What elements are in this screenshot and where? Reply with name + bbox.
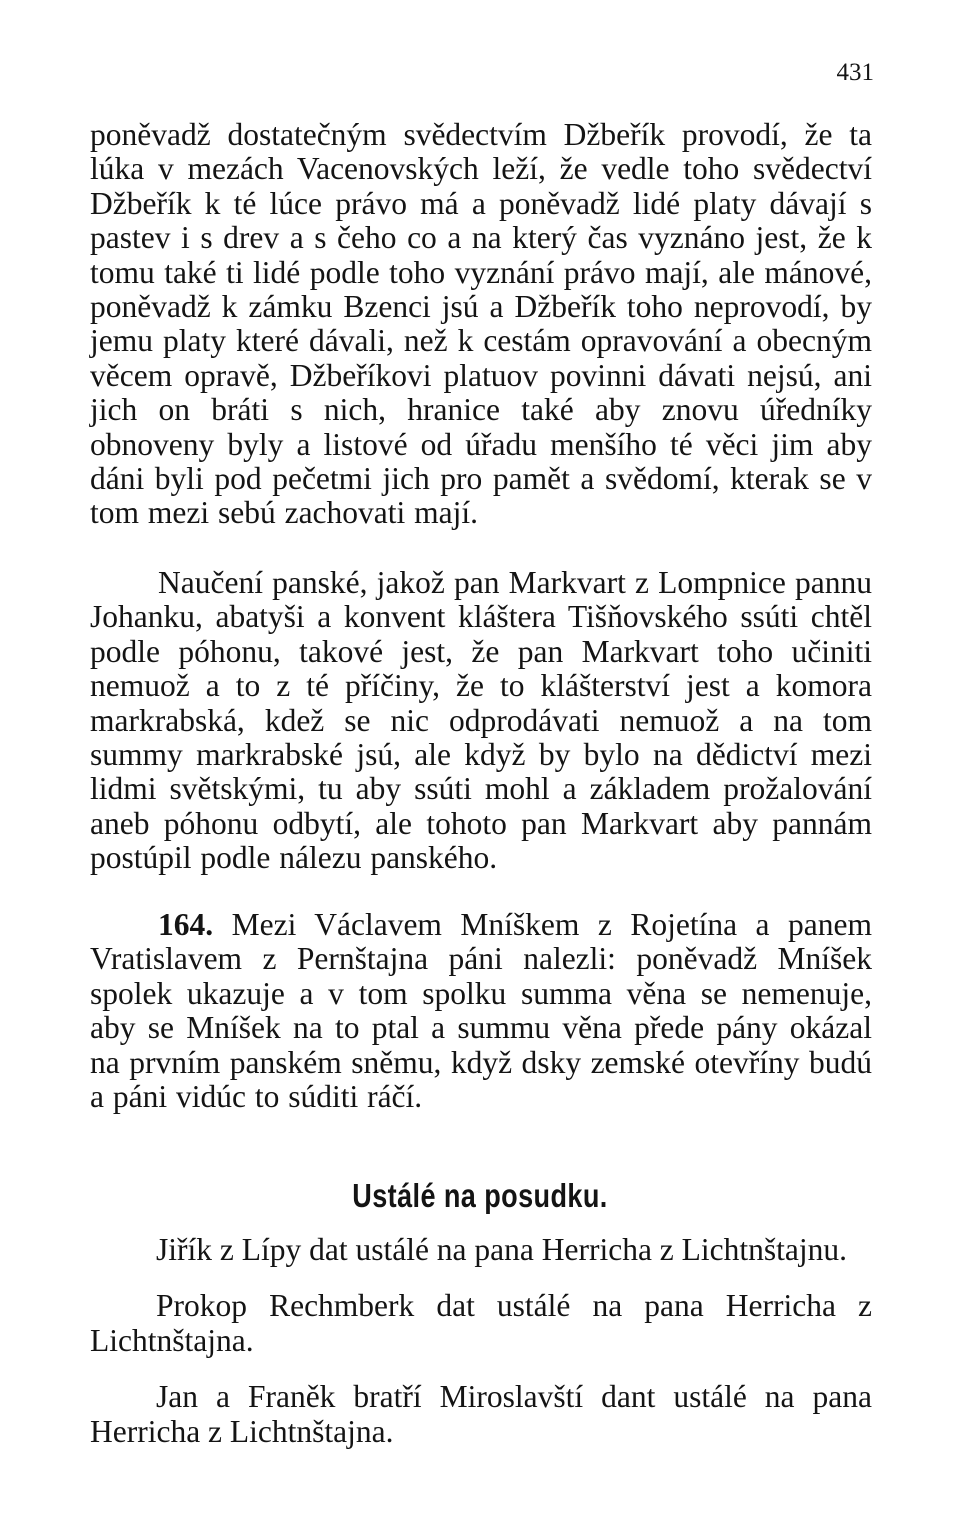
paragraph-164 <box>90 908 872 1114</box>
page-number: 431 <box>836 59 874 86</box>
paragraph-panske-nauceni <box>90 566 872 876</box>
paragraph-text: Naučení panské, jakož pan Markvart z Lompnice pannu Johanku, abatyši a konvent kláštera Tišňovského ssúti chtěl podle póhonu, takové jest, že pan Markvart toho učiniti nemuož a to z té příčiny, že to klášterství jest a komora markrabská, kdež se nic odprodávati nemuož a na tom summy markrabské jsú, ale když by bylo na dědictví mezi lidmi světskými, tu aby ssúti mohl a základem prožalování aneb póhonu odbytí, ale tohoto pan Markvart aby pannám postúpil podle nálezu panského. <box>90 565 872 876</box>
paragraph-continuation <box>90 118 872 531</box>
paragraph-body <box>90 908 872 1114</box>
section-heading: Ustálé na posudku. <box>352 1177 608 1214</box>
entry-list <box>90 1232 872 1470</box>
section-number: 164. <box>158 907 214 942</box>
list-item: Jan a Franěk bratří Miroslavští dant ustálé na pana Herricha z Lichtnštajna. <box>90 1379 872 1449</box>
paragraph-text: poněvadž dostatečným svědectvím Džbeřík provodí, že ta lúka v mezách Vacenovských leží, že vedle toho svědectví Džbeřík k té lúce právo má a poněvadž lidé platy dávají s pastev i s drev a s čeho co a na který čas vyznáno jest, že k tomu také ti lidé podle toho vyznání právo mají, ale mánové, poněvadž k zámku Bzenci jsú a Džbeřík toho neprovodí, by jemu platy které dávali, než k cestám opravování a obecným věcem opravě, Džbeříkovi platuov povinni dávati nejsú, ani jich on bráti s nich, hranice také aby znovu úředníky obnoveny byly a listové od úřadu menšího té věci jim aby dáni byli pod pečetmi jich pro pamět a svědomí, kterak se v tom mezi sebú zachovati mají. <box>90 117 872 531</box>
list-item: Prokop Rechmberk dat ustálé na pana Herricha z Lichtnštajna. <box>90 1288 872 1358</box>
paragraph-text: Mezi Václavem Mníškem z Rojetína a panem Vratislavem z Pernštajna páni nalezli: poněvadž Mníšek spolek ukazuje a v tom spolku summa věna se nemenuje, aby se Mníšek na to ptal a summu věna přede pány okázal na prvním panském sněmu, když dsky zemské otevříny budú a páni vidúc to súditi ráčí. <box>90 907 872 1115</box>
list-item: Jiřík z Lípy dat ustálé na pana Herricha z Lichtnštajnu. <box>156 1232 848 1267</box>
